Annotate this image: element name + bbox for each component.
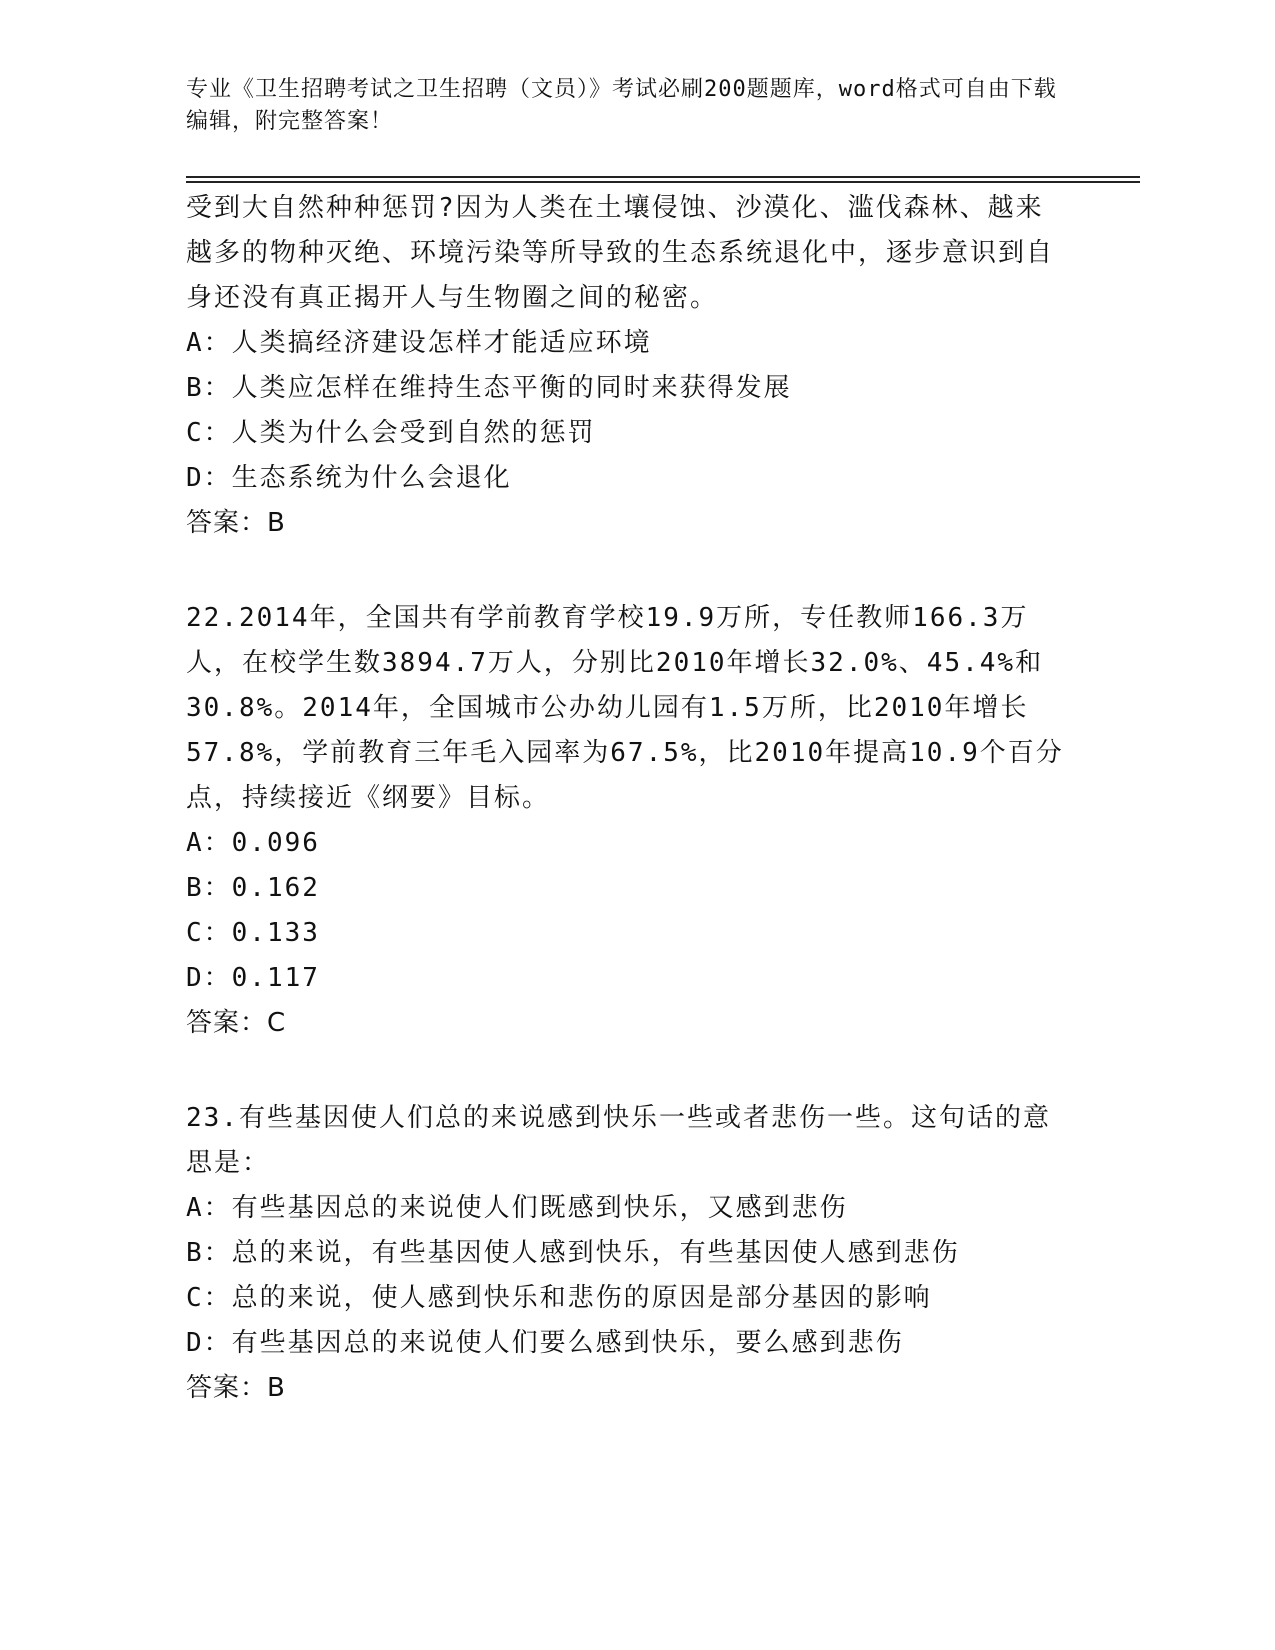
option-c: C：0.133	[186, 918, 320, 948]
option-d: D：0.117	[186, 963, 320, 993]
question-block	[186, 596, 1066, 1046]
question-block	[186, 186, 1066, 546]
option-b: B：0.162	[186, 873, 320, 903]
answer-line: 答案：B	[186, 508, 286, 538]
option-a: A：人类搞经济建设怎样才能适应环境	[186, 328, 652, 358]
option-a: A：有些基因总的来说使人们既感到快乐，又感到悲伤	[186, 1193, 848, 1223]
question-stem: 受到大自然种种惩罚?因为人类在土壤侵蚀、沙漠化、滥伐森林、越来越多的物种灭绝、环境污染等所导致的生态系统退化中，逐步意识到自身还没有真正揭开人与生物圈之间的秘密。	[186, 193, 1055, 313]
option-c: C：总的来说，使人感到快乐和悲伤的原因是部分基因的影响	[186, 1283, 932, 1313]
question-stem: 22.2014年，全国共有学前教育学校19.9万所，专任教师166.3万人，在校学生数3894.7万人，分别比2010年增长32.0%、45.4%和30.8%。2014年，全国城市公办幼儿园有1.5万所，比2010年增长57.8%，学前教育三年毛入园率为67.5%，比2010年提高10.9个百分点，持续接近《纲要》目标。	[186, 603, 1064, 813]
header-divider-line	[186, 176, 1140, 178]
option-c: C：人类为什么会受到自然的惩罚	[186, 418, 596, 448]
option-a: A：0.096	[186, 828, 320, 858]
answer-line: 答案：C	[186, 1008, 287, 1038]
option-d: D：生态系统为什么会退化	[186, 463, 512, 493]
answer-line: 答案：B	[186, 1373, 286, 1403]
header-divider-line-secondary	[186, 181, 1140, 183]
question-block	[186, 1096, 1066, 1411]
option-d: D：有些基因总的来说使人们要么感到快乐，要么感到悲伤	[186, 1328, 904, 1358]
document-header-title: 专业《卫生招聘考试之卫生招聘（文员）》考试必刷200题题库，word格式可自由下载编辑，附完整答案！	[186, 77, 1057, 134]
question-stem: 23.有些基因使人们总的来说感到快乐一些或者悲伤一些。这句话的意思是：	[186, 1103, 1051, 1178]
option-b: B：人类应怎样在维持生态平衡的同时来获得发展	[186, 373, 792, 403]
option-b: B：总的来说，有些基因使人感到快乐，有些基因使人感到悲伤	[186, 1238, 960, 1268]
